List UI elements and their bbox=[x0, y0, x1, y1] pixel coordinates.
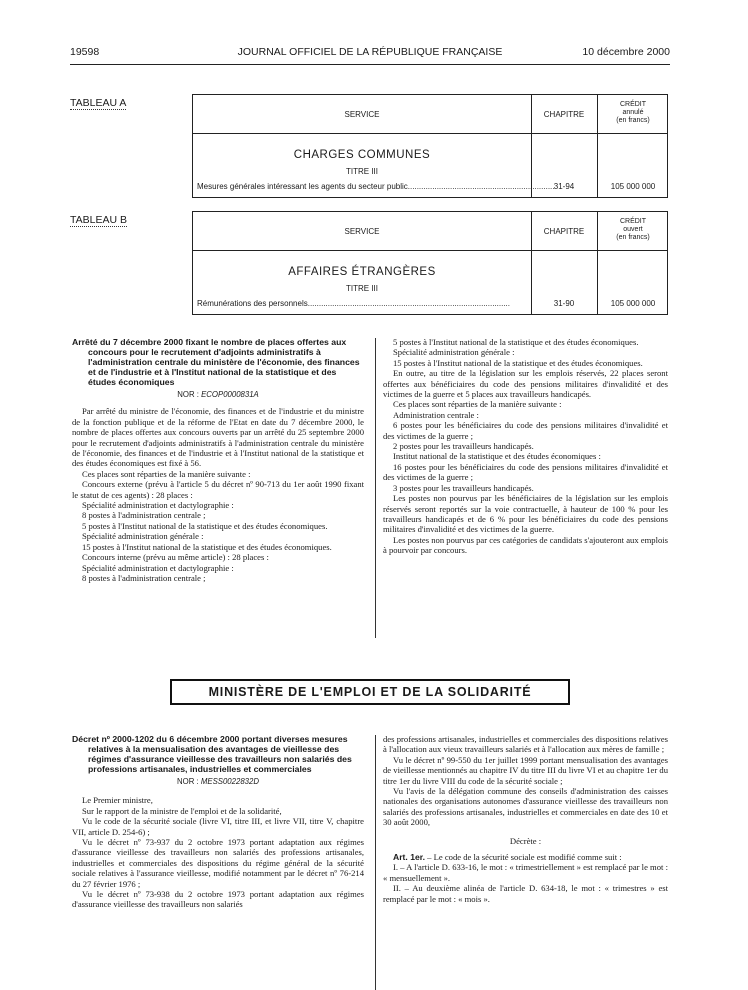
article-1: Art. 1er. – Le code de la sécurité sociale est modifié comme suit : bbox=[393, 852, 622, 863]
paragraph: Administration centrale : bbox=[393, 409, 479, 420]
paragraph: 6 postes pour les bénéficiaires du code des pensions militaires d'invalidité et des victimes de la guerre ; bbox=[383, 420, 668, 441]
paragraph: Sur le rapport de la ministre de l'emploi et de la solidarité, bbox=[82, 805, 282, 816]
paragraph: 15 postes à l'Institut national de la statistique et des études économiques. bbox=[82, 541, 332, 552]
arrete-title: Arrêté du 7 décembre 2000 fixant le nombre de places offertes aux concours pour le recrutement d'adjoints administratifs à l'administration centrale du ministère de l'économie, des finances et de l'industrie et à l'Institut national de la statistique et des études économiques bbox=[72, 337, 360, 387]
section-title: AFFAIRES ÉTRANGÈRES bbox=[288, 266, 436, 278]
paragraph: Institut national de la statistique et des études économiques : bbox=[393, 451, 601, 462]
decret-right-column bbox=[383, 734, 668, 904]
paragraph: Spécialité administration et dactylographie : bbox=[82, 500, 234, 511]
paragraph: 8 postes à l'administration centrale ; bbox=[82, 572, 206, 583]
paragraph: Le Premier ministre, bbox=[82, 795, 153, 806]
row-label: Mesures générales intéressant les agents du secteur public.................................................................. bbox=[197, 182, 555, 191]
tableau-a bbox=[192, 94, 668, 198]
journal-title: JOURNAL OFFICIEL DE LA RÉPUBLIQUE FRANÇAISE bbox=[237, 46, 503, 58]
paragraph: Vu l'avis de la délégation commune des conseils d'administration des caisses nationales des organisations autonomes d'assurance vieillesse des travailleurs non salariés des professions artisanales, industrielles et commerciales en date des 10 et 30 août 2000, bbox=[383, 786, 668, 828]
paragraph: En outre, au titre de la législation sur les emplois réservés, 22 places seront offertes aux bénéficiaires du code des pensions militaires d'invalidité et des victimes de la guerre et 5 places aux travailleurs handicapés. bbox=[383, 368, 668, 400]
arrete-nor: NOR : ECOP0000831A bbox=[177, 390, 259, 399]
paragraph: 3 postes pour les travailleurs handicapés. bbox=[393, 482, 534, 493]
row-credit: 105 000 000 bbox=[610, 299, 656, 308]
col-credit-header: CRÉDIT ouvert (en francs) bbox=[616, 218, 650, 241]
paragraph: Ces places sont réparties de la manière suivante : bbox=[393, 399, 562, 410]
paragraph: Concours interne (prévu au même article) : 28 places : bbox=[82, 552, 269, 563]
decret-left-column bbox=[72, 734, 364, 910]
paragraph: II. – Au deuxième alinéa de l'article D. 634-18, le mot : « trimestres » est remplacé par le mot : « mois ». bbox=[383, 883, 668, 904]
page-header bbox=[70, 46, 670, 60]
tableau-a-label: TABLEAU A bbox=[70, 97, 127, 109]
paragraph: 16 postes pour les bénéficiaires du code des pensions militaires d'invalidité et des victimes de la guerre ; bbox=[383, 461, 668, 483]
decret-title: Décret nº 2000-1202 du 6 décembre 2000 portant diverses mesures relatives à la mensualisation des avantages de vieillesse des régimes d'assurance vieillesse des travailleurs non salariés des professions artisanales, industrielles et commerciales bbox=[72, 734, 352, 774]
paragraph: Par arrêté du ministre de l'économie, des finances et de l'industrie et du ministre de la fonction publique et de la réforme de l'Etat en date du 7 décembre 2000, le nombre de places offertes aux concours ouverts par un arrêté du 25 septembre 2000 pour le recrutement d'adjoints administratifs à l'administration centrale du ministère de l'économie, des finances et de l'industrie et à l'Institut national de la statistique et des études économiques est fixé à 56. bbox=[72, 406, 364, 469]
ministry-banner: MINISTÈRE DE L'EMPLOI ET DE LA SOLIDARITÉ bbox=[170, 679, 570, 705]
paragraph: Spécialité administration générale : bbox=[393, 347, 515, 358]
col-chapitre-header: CHAPITRE bbox=[543, 227, 585, 236]
row-label: Rémunérations des personnels........................................................................................... bbox=[197, 299, 510, 308]
row-chapitre: 31-94 bbox=[553, 182, 575, 191]
paragraph: Spécialité administration générale : bbox=[82, 531, 204, 542]
paragraph: Spécialité administration et dactylographie : bbox=[82, 562, 234, 573]
paragraph: 5 postes à l'Institut national de la statistique et des études économiques. bbox=[393, 337, 639, 347]
col-credit-header: CRÉDIT annulé (en francs) bbox=[616, 101, 650, 124]
paragraph: Ces places sont réparties de la manière suivante : bbox=[82, 468, 251, 479]
paragraph: 5 postes à l'Institut national de la statistique et des études économiques. bbox=[82, 520, 328, 531]
header-rule bbox=[70, 64, 670, 65]
tableau-b bbox=[192, 211, 668, 315]
tableau-b-label: TABLEAU B bbox=[70, 214, 127, 226]
paragraph: Vu le décret nº 99-550 du 1er juillet 1999 portant mensualisation des avantages de vieillesse mentionnés au chapitre IV du titre III du livre VI et au chapitre 1er du titre 1er du livre VIII du code de la sécurité sociale ; bbox=[383, 754, 668, 786]
decrete-heading: Décrète : bbox=[509, 835, 542, 846]
column-divider bbox=[375, 338, 376, 638]
col-chapitre-header: CHAPITRE bbox=[543, 110, 585, 119]
column-divider bbox=[375, 735, 376, 990]
paragraph: Les postes non pourvus par ces catégories de candidats s'ajouteront aux emplois à pourvoir par concours. bbox=[383, 534, 668, 556]
row-chapitre: 31-90 bbox=[553, 299, 575, 308]
paragraph: Vu le code de la sécurité sociale (livre VI, titre III, et livre VII, titre V, chapitre VII, article D. 254-6) ; bbox=[72, 816, 364, 837]
row-credit: 105 000 000 bbox=[610, 182, 656, 191]
arrete-right-column bbox=[383, 337, 668, 556]
paragraph: Vu le décret nº 73-937 du 2 octobre 1973 portant adaptation aux régimes d'assurance vieillesse des travailleurs non salariés des professions artisanales, industrielles et commerciales des dispositions du régime général de la sécurité sociale relatives à l'assurance vieillesse, modifié notamment par le décret nº 76-214 du 27 février 1976 ; bbox=[72, 837, 364, 889]
issue-date: 10 décembre 2000 bbox=[582, 46, 670, 58]
arrete-left-column bbox=[72, 337, 364, 583]
paragraph: Vu le décret nº 73-938 du 2 octobre 1973 portant adaptation aux régimes d'assurance vieillesse des travailleurs non salariés bbox=[72, 889, 364, 910]
page-number: 19598 bbox=[70, 46, 100, 58]
col-service-header: SERVICE bbox=[344, 227, 380, 236]
paragraph: des professions artisanales, industrielles et commerciales des dispositions relatives à l'allocation aux vieux travailleurs salariés et à l'allocation aux mères de famille ; bbox=[383, 734, 668, 755]
paragraph: 15 postes à l'Institut national de la statistique et des études économiques. bbox=[393, 357, 643, 368]
col-service-header: SERVICE bbox=[344, 110, 380, 119]
section-subtitle: TITRE III bbox=[346, 284, 378, 293]
section-title: CHARGES COMMUNES bbox=[293, 149, 431, 161]
paragraph: I. – A l'article D. 633-16, le mot : « trimestriellement » est remplacé par le mot : « mensuellement ». bbox=[383, 862, 668, 883]
paragraph: 8 postes à l'administration centrale ; bbox=[82, 510, 206, 521]
decret-nor: NOR : MESS0022832D bbox=[177, 777, 259, 786]
paragraph: 2 postes pour les travailleurs handicapés. bbox=[393, 441, 534, 452]
paragraph: Les postes non pourvus par les bénéficiaires de la législation sur les emplois réservés seront reportés sur la voie contractuelle, à hauteur de 100 % pour les travailleurs handicapés et de 6 % pour les bénéficiaires du code des pensions militaires d'invalidité et des victimes de la guerre. bbox=[383, 493, 668, 535]
section-subtitle: TITRE III bbox=[346, 167, 378, 176]
paragraph: Concours externe (prévu à l'article 5 du décret nº 90-713 du 1er août 1990 fixant le statut de ces agents) : 28 places : bbox=[72, 479, 364, 500]
